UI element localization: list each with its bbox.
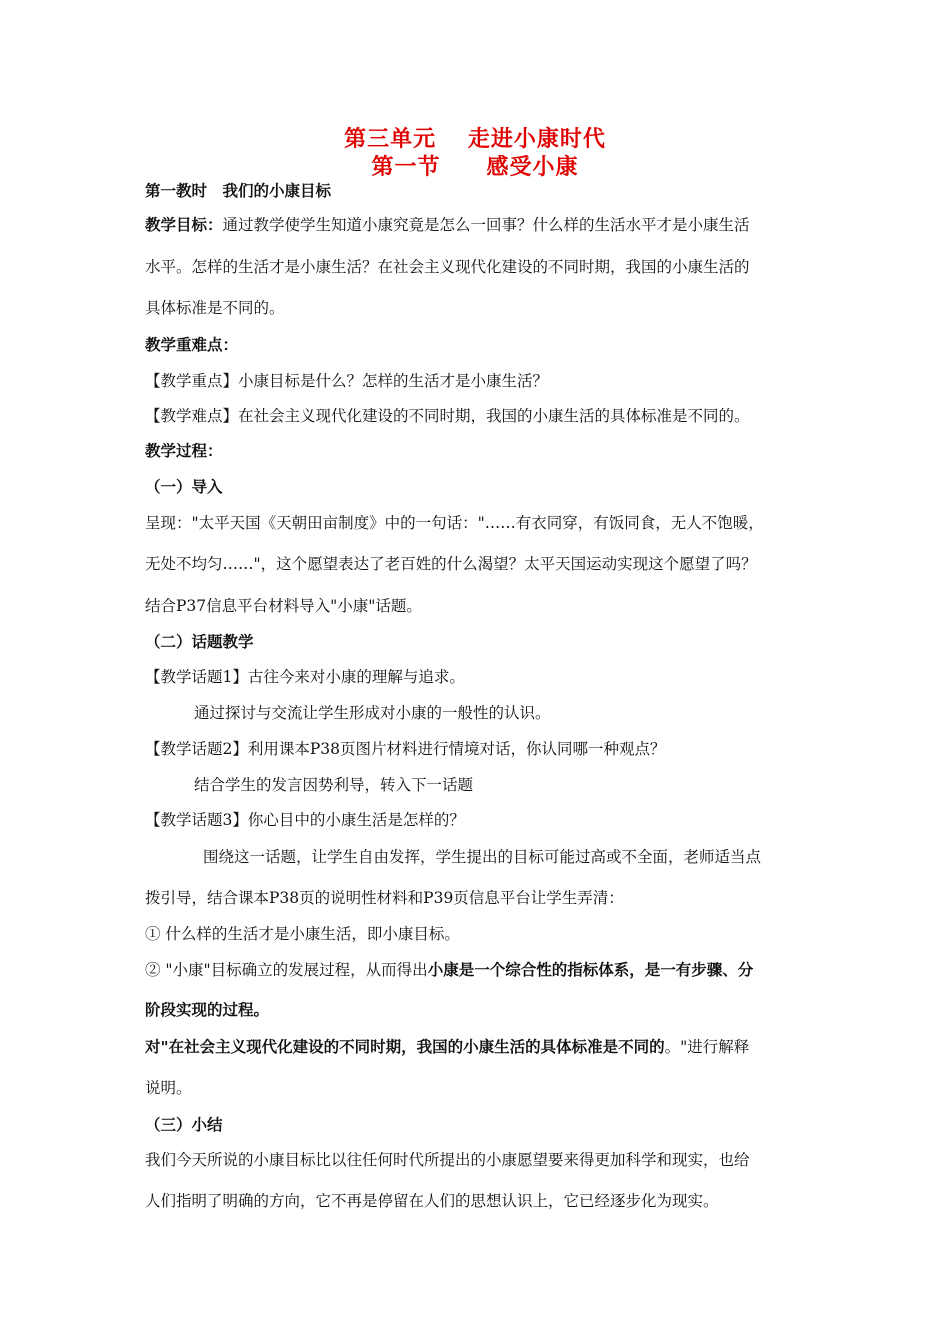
topic-3-line-2: 拨引导，结合课本P38页的说明性材料和P39页信息平台让学生弄清： — [145, 889, 624, 907]
list-item-1: ① 什么样的生活才是小康生活，即小康目标。 — [145, 925, 460, 943]
part1-heading: （一）导入 — [145, 478, 223, 496]
list-item-2-emphasis: 小康是一个综合性的指标体系，是一有步骤、分 — [427, 961, 754, 979]
objectives-line-2: 水平。怎样的生活才是小康生活？在社会主义现代化建设的不同时期，我国的小康生活的 — [145, 258, 750, 276]
topic-2-note: 结合学生的发言因势利导，转入下一话题 — [194, 776, 474, 794]
section-title: 第一节 感受小康 — [371, 155, 579, 180]
summary-line-2: 人们指明了明确的方向，它不再是停留在人们的思想认识上，它已经逐步化为现实。 — [145, 1192, 719, 1210]
topic-2: 【教学话题2】利用课本P38页图片材料进行情境对话，你认同哪一种观点？ — [145, 740, 666, 758]
part3-heading: （三）小结 — [145, 1116, 223, 1134]
part2-heading: （二）话题教学 — [145, 633, 254, 651]
unit-title: 第三单元 走进小康时代 — [344, 127, 606, 152]
list-item-2 — [145, 958, 753, 980]
explain-line-1 — [145, 1035, 749, 1057]
topic-1: 【教学话题1】古往今来对小康的理解与追求。 — [145, 668, 465, 686]
objectives-line-1 — [145, 213, 750, 235]
difficult-point: 【教学难点】在社会主义现代化建设的不同时期，我国的小康生活的具体标准是不同的。 — [145, 407, 750, 425]
part1-line-1: 呈现："太平天国《天朝田亩制度》中的一句话："……有衣同穿，有饭同食，无人不饱暖， — [145, 514, 764, 532]
topic-3-line-1: 围绕这一话题，让学生自由发挥，学生提出的目标可能过高或不全面，老师适当点 — [203, 848, 762, 866]
explain-text: 。"进行解释 — [664, 1038, 750, 1056]
explain-emphasis: 对"在社会主义现代化建设的不同时期，我国的小康生活的具体标准是不同的 — [145, 1038, 665, 1056]
objectives-line-3: 具体标准是不同的。 — [145, 299, 285, 317]
period-title: 第一教时 我们的小康目标 — [145, 182, 332, 200]
list-item-2-text: ② "小康"目标确立的发展过程，从而得出 — [145, 961, 428, 979]
topic-3: 【教学话题3】你心目中的小康生活是怎样的？ — [145, 811, 465, 829]
objectives-label: 教学目标： — [145, 216, 223, 234]
part1-line-3: 结合P37信息平台材料导入"小康"话题。 — [145, 597, 422, 615]
part1-line-2: 无处不均匀……"，这个愿望表达了老百姓的什么渴望？太平天国运动实现这个愿望了吗？ — [145, 555, 757, 573]
explain-line-2: 说明。 — [145, 1079, 192, 1097]
key-point: 【教学重点】小康目标是什么？怎样的生活才是小康生活？ — [145, 372, 549, 390]
list-item-2-emphasis-cont: 阶段实现的过程。 — [145, 1001, 270, 1019]
keypoints-label: 教学重难点： — [145, 336, 239, 354]
topic-1-note: 通过探讨与交流让学生形成对小康的一般性的认识。 — [194, 704, 551, 722]
objectives-text-1: 通过教学使学生知道小康究竟是怎么一回事？什么样的生活水平才是小康生活 — [222, 216, 750, 234]
process-label: 教学过程： — [145, 442, 223, 460]
summary-line-1: 我们今天所说的小康目标比以往任何时代所提出的小康愿望要来得更加科学和现实，也给 — [145, 1151, 750, 1169]
